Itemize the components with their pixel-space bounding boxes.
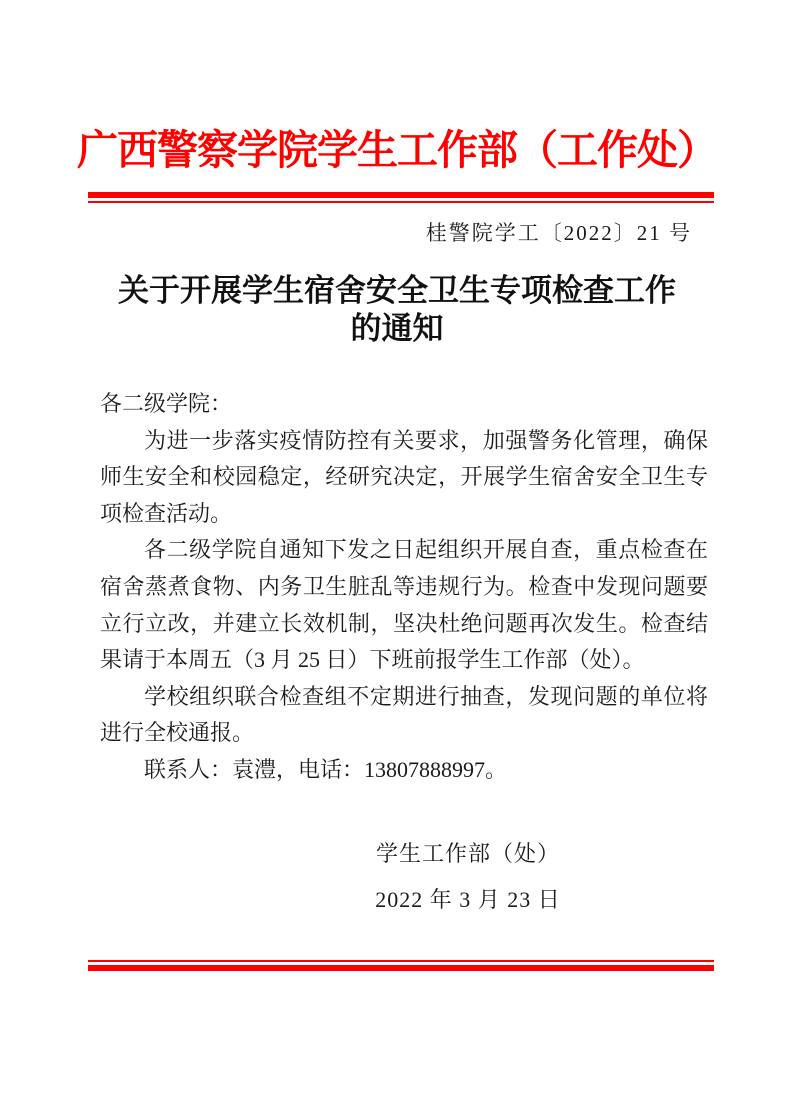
notice-title <box>90 272 704 348</box>
salutation: 各二级学院： <box>100 391 233 416</box>
notice-body <box>100 386 708 789</box>
signature-date: 2022 年 3 月 23 日 <box>375 886 561 912</box>
footer-separator <box>88 960 714 971</box>
signature-department: 学生工作部（处） <box>375 840 560 866</box>
signature-block <box>318 841 618 913</box>
separator-thin-line <box>88 201 714 203</box>
notice-title-line1: 关于开展学生宿舍安全卫生专项检查工作 <box>118 273 676 308</box>
body-paragraph: 学校组织联合检查组不定期进行抽查，发现问题的单位将进行全校通报。 <box>100 683 708 746</box>
doc-number: 桂警院学工〔2022〕21 号 <box>425 221 692 245</box>
footer-separator-thick-bar <box>88 965 714 971</box>
body-paragraph: 各二级学院自通知下发之日起组织开展自查，重点检查在宿舍蒸煮食物、内务卫生脏乱等违规行为。检查中发现问题要立行立改，并建立长效机制，坚决杜绝问题再次发生。检查结果请于本周五（3 月 25 日）下班前报学生工作部（处）。 <box>100 537 708 673</box>
body-paragraph-contact: 联系人：袁澧，电话：13807888997。 <box>144 756 508 782</box>
notice-title-line2: 的通知 <box>350 311 444 346</box>
org-header-title: 广西警察学院学生工作部（工作处） <box>77 127 717 173</box>
header-separator <box>88 192 714 203</box>
body-paragraph: 为进一步落实疫情防控有关要求，加强警务化管理，确保师生安全和校园稳定，经研究决定，开展学生宿舍安全卫生专项检查活动。 <box>100 427 708 526</box>
